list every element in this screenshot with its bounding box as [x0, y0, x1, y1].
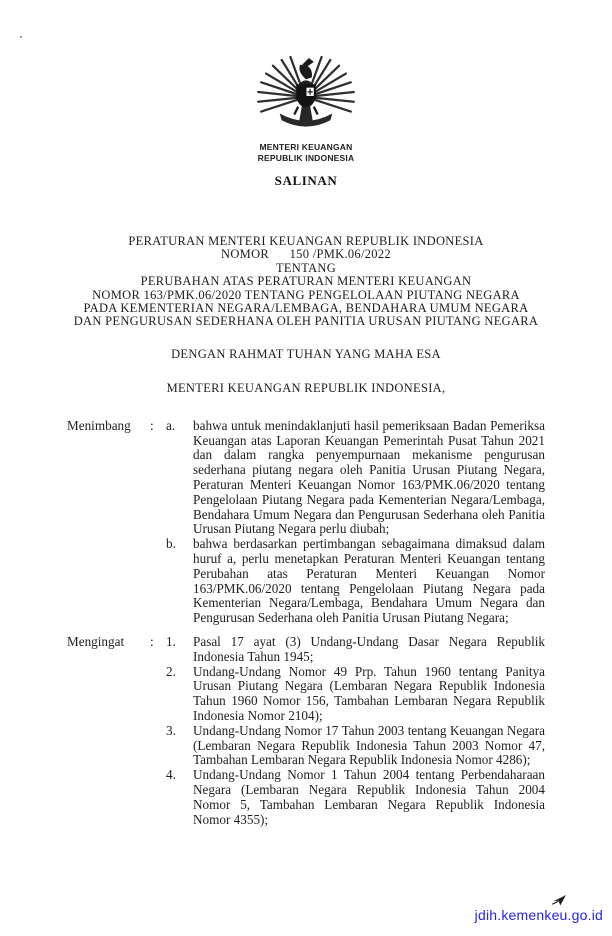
mengingat-item-4: [166, 768, 545, 827]
regulation-title: [0, 235, 612, 329]
menimbang-clause: [67, 419, 545, 626]
title-line-4: PERUBAHAN ATAS PERATURAN MENTERI KEUANGAN: [140, 274, 472, 289]
item-marker: 1.: [166, 634, 176, 649]
letterhead: [0, 0, 612, 189]
invocation-line: DENGAN RAHMAT TUHAN YANG MAHA ESA: [171, 346, 441, 361]
item-marker: b.: [166, 536, 176, 552]
title-line-7: DAN PENGURUSAN SEDERHANA OLEH PANITIA URUSAN PIUTANG NEGARA: [73, 314, 539, 329]
item-text: bahwa untuk menindaklanjuti hasil pemeriksaan Badan Pemeriksa Keuangan atas Laporan Keuangan Pemerintah Pusat Tahun 2021 dan dalam rangka penyempurnaan mekanisme pengurusan sederhana piutang negara oleh Panitia Urusan Piutang Negara, Peraturan Menteri Keuangan Nomor 163/PMK.06/2020 tentang Pengelolaan Piutang Negara pada Kementerian Negara/Lembaga, Bendahara Umum Negara dan Pengurusan Sederhana oleh Panitia Urusan Piutang Negara perlu diubah;: [193, 417, 545, 537]
page-footer: [475, 895, 603, 925]
garuda-pancasila-emblem: [255, 56, 357, 132]
mengingat-label: Mengingat: [67, 634, 125, 649]
jdih-site-link[interactable]: jdih.kemenkeu.go.id: [474, 907, 603, 923]
menimbang-item-a: [166, 419, 545, 537]
title-number-line: NOMOR 150 /PMK.06/2022: [221, 247, 391, 262]
title-line-5: NOMOR 163/PMK.06/2020 TENTANG PENGELOLAAN PIUTANG NEGARA: [92, 287, 520, 302]
clauses: [0, 419, 612, 828]
menimbang-label: Menimbang: [67, 417, 131, 433]
cursor-arrow-icon: [551, 895, 567, 907]
title-line-6: PADA KEMENTERIAN NEGARA/LEMBAGA, BENDAHARA UMUM NEGARA: [83, 301, 529, 316]
item-marker: 4.: [166, 767, 176, 783]
item-marker: a.: [166, 417, 176, 433]
issuer-line: MENTERI KEUANGAN REPUBLIK INDONESIA,: [166, 380, 446, 395]
copy-label: SALINAN: [274, 173, 338, 188]
scan-artifact-dot: [20, 36, 22, 38]
menimbang-colon: :: [150, 417, 154, 433]
item-text: bahwa berdasarkan pertimbangan sebagaimana dimaksud dalam huruf a, perlu menetapkan Peraturan Menteri Keuangan tentang Perubahan atas Peraturan Menteri Keuangan Nomor 163/PMK.06/2020 tentang Pengelolaan Piutang Negara pada Kementerian Negara/Lembaga, Bendahara Umum Negara dan Pengurusan Sederhana oleh Panitia Urusan Piutang Negara;: [193, 536, 545, 626]
item-text: Pasal 17 ayat (3) Undang-Undang Dasar Negara Republik Indonesia Tahun 1945;: [193, 634, 545, 664]
ministry-name: MENTERI KEUANGAN: [259, 142, 353, 152]
mengingat-item-1: [166, 635, 545, 665]
item-text: Undang-Undang Nomor 49 Prp. Tahun 1960 tentang Panitya Urusan Piutang Negara (Lembaran Negara Republik Indonesia Tahun 1960 Nomor 156, Tambahan Lembaran Negara Republik Indonesia Nomor 2104);: [193, 663, 545, 723]
mengingat-item-3: [166, 724, 545, 768]
item-marker: 3.: [166, 722, 176, 738]
title-tentang: TENTANG: [275, 260, 337, 275]
item-text: Undang-Undang Nomor 17 Tahun 2003 tentang Keuangan Negara (Lembaran Negara Republik Indonesia Tahun 2003 Nomor 47, Tambahan Lembaran Negara Republik Indonesia Nomor 4286);: [193, 722, 545, 768]
item-text: Undang-Undang Nomor 1 Tahun 2004 tentang Perbendaharaan Negara (Lembaran Negara Republik Indonesia Tahun 2004 Nomor 5, Tambahan Lembaran Negara Republik Indonesia Nomor 4355);: [193, 767, 545, 827]
mengingat-clause: [67, 635, 545, 827]
mengingat-colon: :: [150, 634, 154, 649]
republic-name: REPUBLIK INDONESIA: [257, 153, 355, 163]
menimbang-item-b: [166, 537, 545, 626]
mengingat-item-2: [166, 665, 545, 724]
title-line-1: PERATURAN MENTERI KEUANGAN REPUBLIK INDONESIA: [128, 234, 484, 248]
item-marker: 2.: [166, 663, 176, 679]
